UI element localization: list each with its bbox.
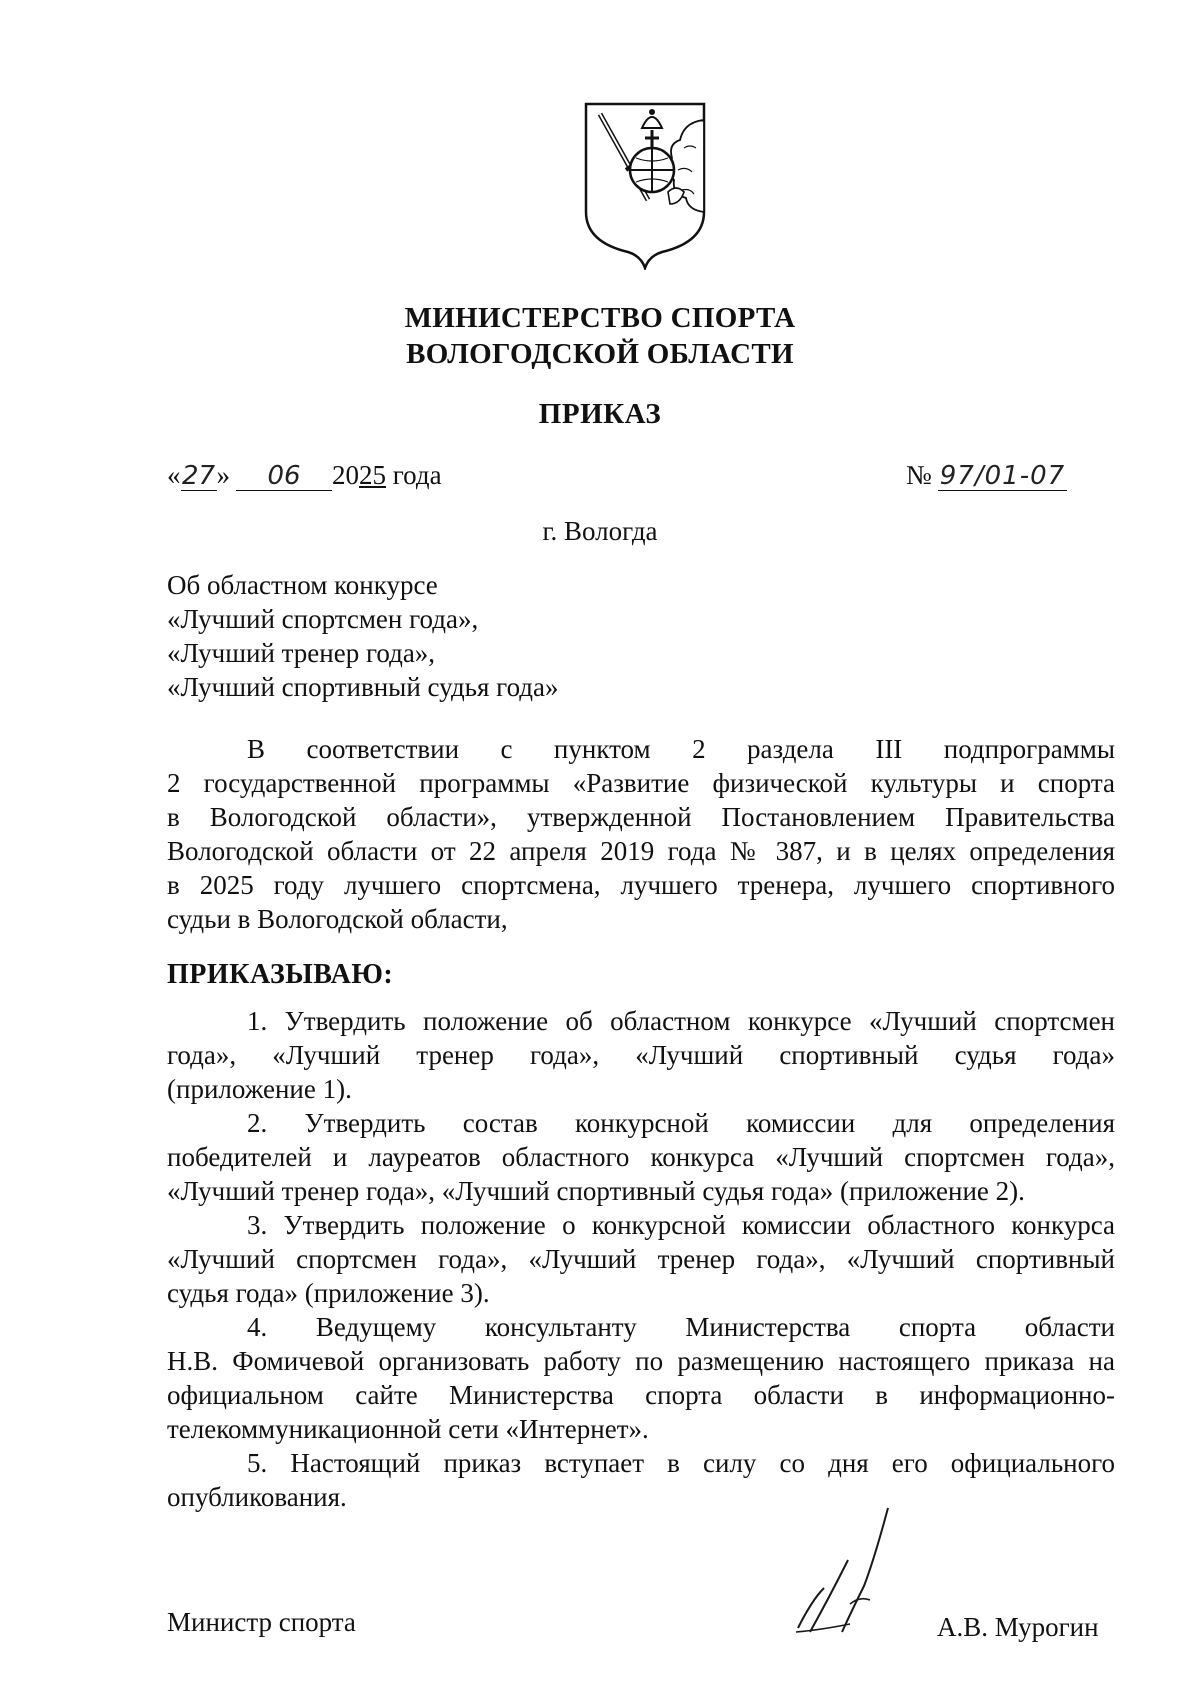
signatory-name: А.В. Мурогин	[937, 1612, 1099, 1642]
item-line: официальном сайте Министерства спорта области в информационно-	[167, 1380, 1115, 1410]
city: г. Вологда	[542, 516, 658, 546]
order-number	[906, 458, 1067, 492]
ministry-name	[300, 300, 900, 372]
preamble-line: судьи в Вологодской области,	[167, 904, 508, 934]
item-line: телекоммуникационной сети «Интернет».	[167, 1414, 649, 1444]
handwritten-signature	[790, 1500, 900, 1650]
item-line: 1. Утвердить положение об областном конкурсе «Лучший спортсмен	[247, 1006, 1115, 1036]
item-line: 3. Утвердить положение о конкурсной комиссии областного конкурса	[247, 1210, 1115, 1240]
preamble-line: в 2025 году лучшего спортсмена, лучшего тренера, лучшего спортивного	[167, 870, 1115, 900]
date-year-word: года	[386, 460, 442, 490]
subject-line: «Лучший спортивный судья года»	[167, 672, 559, 702]
order-item-1	[167, 1004, 1115, 1106]
ministry-line-1: МИНИСТЕРСТВО СПОРТА	[404, 302, 796, 334]
item-line: 2. Утвердить состав конкурсной комиссии для определения	[247, 1108, 1115, 1138]
order-subject	[167, 568, 559, 704]
item-line: судья года» (приложение 3).	[167, 1278, 490, 1308]
item-line: Н.В. Фомичевой организовать работу по размещению настоящего приказа на	[167, 1346, 1115, 1376]
preamble-line: в Вологодской области», утвержденной Постановлением Правительства	[167, 802, 1115, 832]
number-sign: №	[906, 460, 932, 490]
orders-word: ПРИКАЗЫВАЮ:	[167, 959, 394, 990]
item-line: опубликования.	[167, 1482, 347, 1512]
date-month: 06	[236, 462, 332, 491]
item-line: «Лучший тренер года», «Лучший спортивный судья года» (приложение 2).	[167, 1176, 1025, 1206]
order-item-2	[167, 1106, 1115, 1208]
subject-line: «Лучший тренер года»,	[167, 638, 436, 668]
subject-line: «Лучший спортсмен года»,	[167, 604, 479, 634]
date-year-suffix: 25	[359, 460, 386, 490]
date-close-quote: »	[216, 460, 230, 490]
date-day: 27	[181, 461, 216, 491]
order-item-5	[167, 1446, 1115, 1514]
order-item-3	[167, 1208, 1115, 1310]
preamble-line: Вологодской области от 22 апреля 2019 года № 387, и в целях определения	[167, 836, 1115, 866]
item-line: года», «Лучший тренер года», «Лучший спортивный судья года»	[167, 1040, 1115, 1070]
preamble-line: 2 государственной программы «Развитие физической культуры и спорта	[167, 768, 1115, 798]
signatory-title: Министр спорта	[167, 1607, 356, 1637]
coat-of-arms-icon	[580, 100, 710, 270]
number-value: 97/01-07	[939, 461, 1066, 491]
item-line: 5. Настоящий приказ вступает в силу со дня его официального	[247, 1448, 1115, 1478]
item-line: «Лучший спортсмен года», «Лучший тренер года», «Лучший спортивный	[167, 1244, 1115, 1274]
preamble	[167, 732, 1115, 936]
order-body	[167, 732, 1115, 1514]
item-line: победителей и лауреатов областного конкурса «Лучший спортсмен года»,	[167, 1142, 1115, 1172]
date-year-prefix: 20	[332, 460, 359, 490]
item-line: (приложение 1).	[167, 1074, 352, 1104]
order-date	[167, 458, 442, 492]
preamble-line: В соответствии с пунктом 2 раздела III подпрограммы	[247, 734, 1115, 764]
date-open-quote: «	[167, 460, 181, 490]
subject-line: Об областном конкурсе	[167, 570, 438, 600]
ministry-line-2: ВОЛОГОДСКОЙ ОБЛАСТИ	[406, 338, 794, 370]
document-type: ПРИКАЗ	[538, 398, 662, 430]
order-item-4	[167, 1310, 1115, 1446]
item-line: 4. Ведущему консультанту Министерства спорта области	[247, 1312, 1115, 1342]
